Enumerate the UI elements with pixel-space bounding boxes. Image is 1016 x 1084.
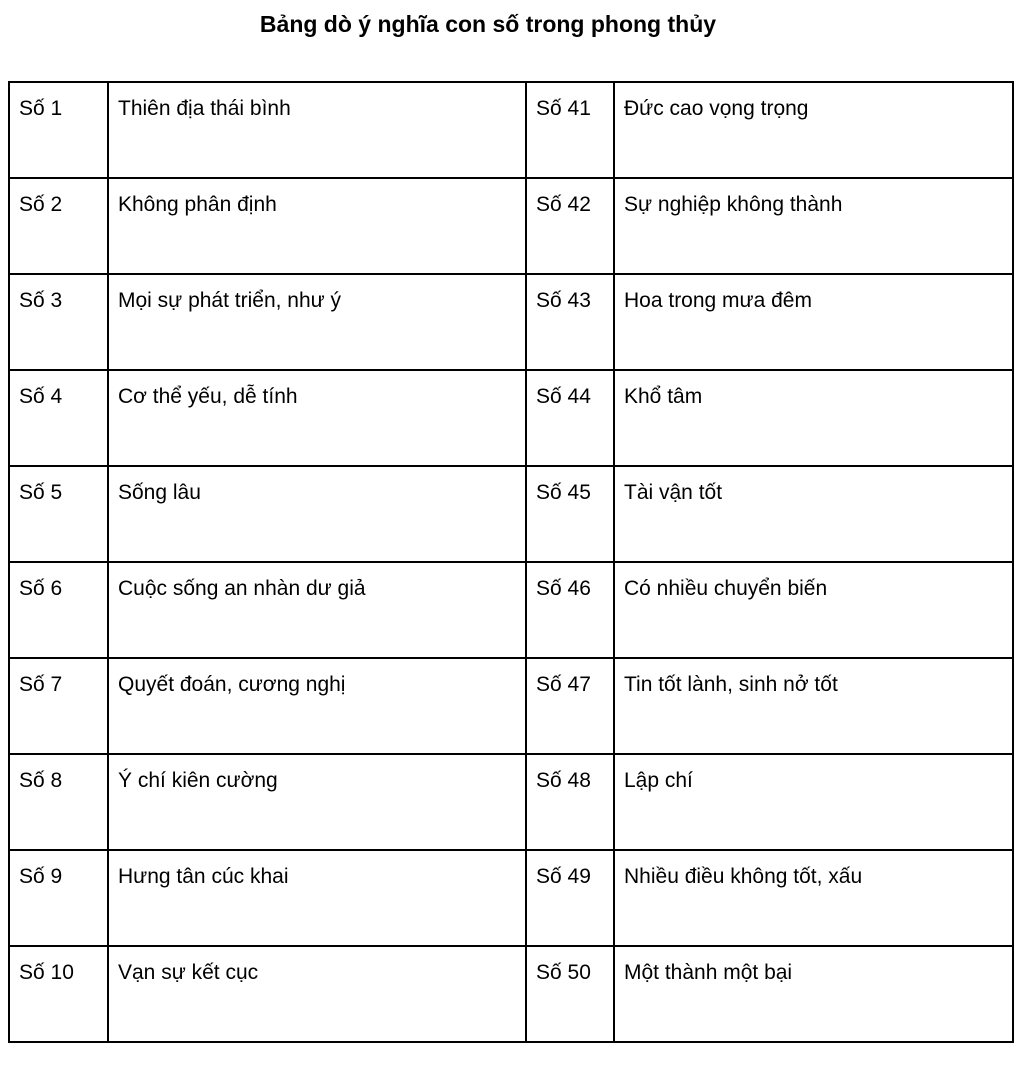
meaning-cell: Thiên địa thái bình bbox=[108, 82, 526, 178]
number-cell: Số 1 bbox=[9, 82, 108, 178]
number-cell: Số 44 bbox=[526, 370, 614, 466]
number-cell: Số 41 bbox=[526, 82, 614, 178]
meaning-cell: Quyết đoán, cương nghị bbox=[108, 658, 526, 754]
meaning-cell: Có nhiều chuyển biến bbox=[614, 562, 1013, 658]
meaning-cell: Vạn sự kết cục bbox=[108, 946, 526, 1042]
table-row bbox=[9, 466, 1013, 562]
table-row bbox=[9, 274, 1013, 370]
meaning-cell: Sự nghiệp không thành bbox=[614, 178, 1013, 274]
number-cell: Số 7 bbox=[9, 658, 108, 754]
table-row bbox=[9, 82, 1013, 178]
meaning-cell: Sống lâu bbox=[108, 466, 526, 562]
meaning-cell: Hưng tân cúc khai bbox=[108, 850, 526, 946]
number-cell: Số 48 bbox=[526, 754, 614, 850]
number-cell: Số 45 bbox=[526, 466, 614, 562]
number-cell: Số 10 bbox=[9, 946, 108, 1042]
number-cell: Số 3 bbox=[9, 274, 108, 370]
meaning-cell: Khổ tâm bbox=[614, 370, 1013, 466]
meaning-cell: Cơ thể yếu, dễ tính bbox=[108, 370, 526, 466]
meaning-cell: Không phân định bbox=[108, 178, 526, 274]
meaning-cell: Tin tốt lành, sinh nở tốt bbox=[614, 658, 1013, 754]
table-row bbox=[9, 658, 1013, 754]
number-cell: Số 42 bbox=[526, 178, 614, 274]
meaning-cell: Một thành một bại bbox=[614, 946, 1013, 1042]
number-cell: Số 2 bbox=[9, 178, 108, 274]
meaning-cell: Hoa trong mưa đêm bbox=[614, 274, 1013, 370]
meaning-cell: Lập chí bbox=[614, 754, 1013, 850]
meaning-cell: Ý chí kiên cường bbox=[108, 754, 526, 850]
meaning-cell: Tài vận tốt bbox=[614, 466, 1013, 562]
number-cell: Số 5 bbox=[9, 466, 108, 562]
meaning-cell: Nhiều điều không tốt, xấu bbox=[614, 850, 1013, 946]
table-row bbox=[9, 850, 1013, 946]
meaning-cell: Mọi sự phát triển, như ý bbox=[108, 274, 526, 370]
page-title: Bảng dò ý nghĩa con số trong phong thủy bbox=[259, 11, 717, 37]
table-row bbox=[9, 754, 1013, 850]
number-cell: Số 6 bbox=[9, 562, 108, 658]
table-row bbox=[9, 370, 1013, 466]
table-row bbox=[9, 946, 1013, 1042]
meaning-cell: Cuộc sống an nhàn dư giả bbox=[108, 562, 526, 658]
number-meaning-table bbox=[8, 81, 1014, 1043]
number-cell: Số 9 bbox=[9, 850, 108, 946]
table-row bbox=[9, 562, 1013, 658]
number-cell: Số 8 bbox=[9, 754, 108, 850]
number-cell: Số 49 bbox=[526, 850, 614, 946]
number-cell: Số 4 bbox=[9, 370, 108, 466]
number-cell: Số 47 bbox=[526, 658, 614, 754]
table-row bbox=[9, 178, 1013, 274]
number-cell: Số 46 bbox=[526, 562, 614, 658]
number-cell: Số 50 bbox=[526, 946, 614, 1042]
number-cell: Số 43 bbox=[526, 274, 614, 370]
meaning-cell: Đức cao vọng trọng bbox=[614, 82, 1013, 178]
